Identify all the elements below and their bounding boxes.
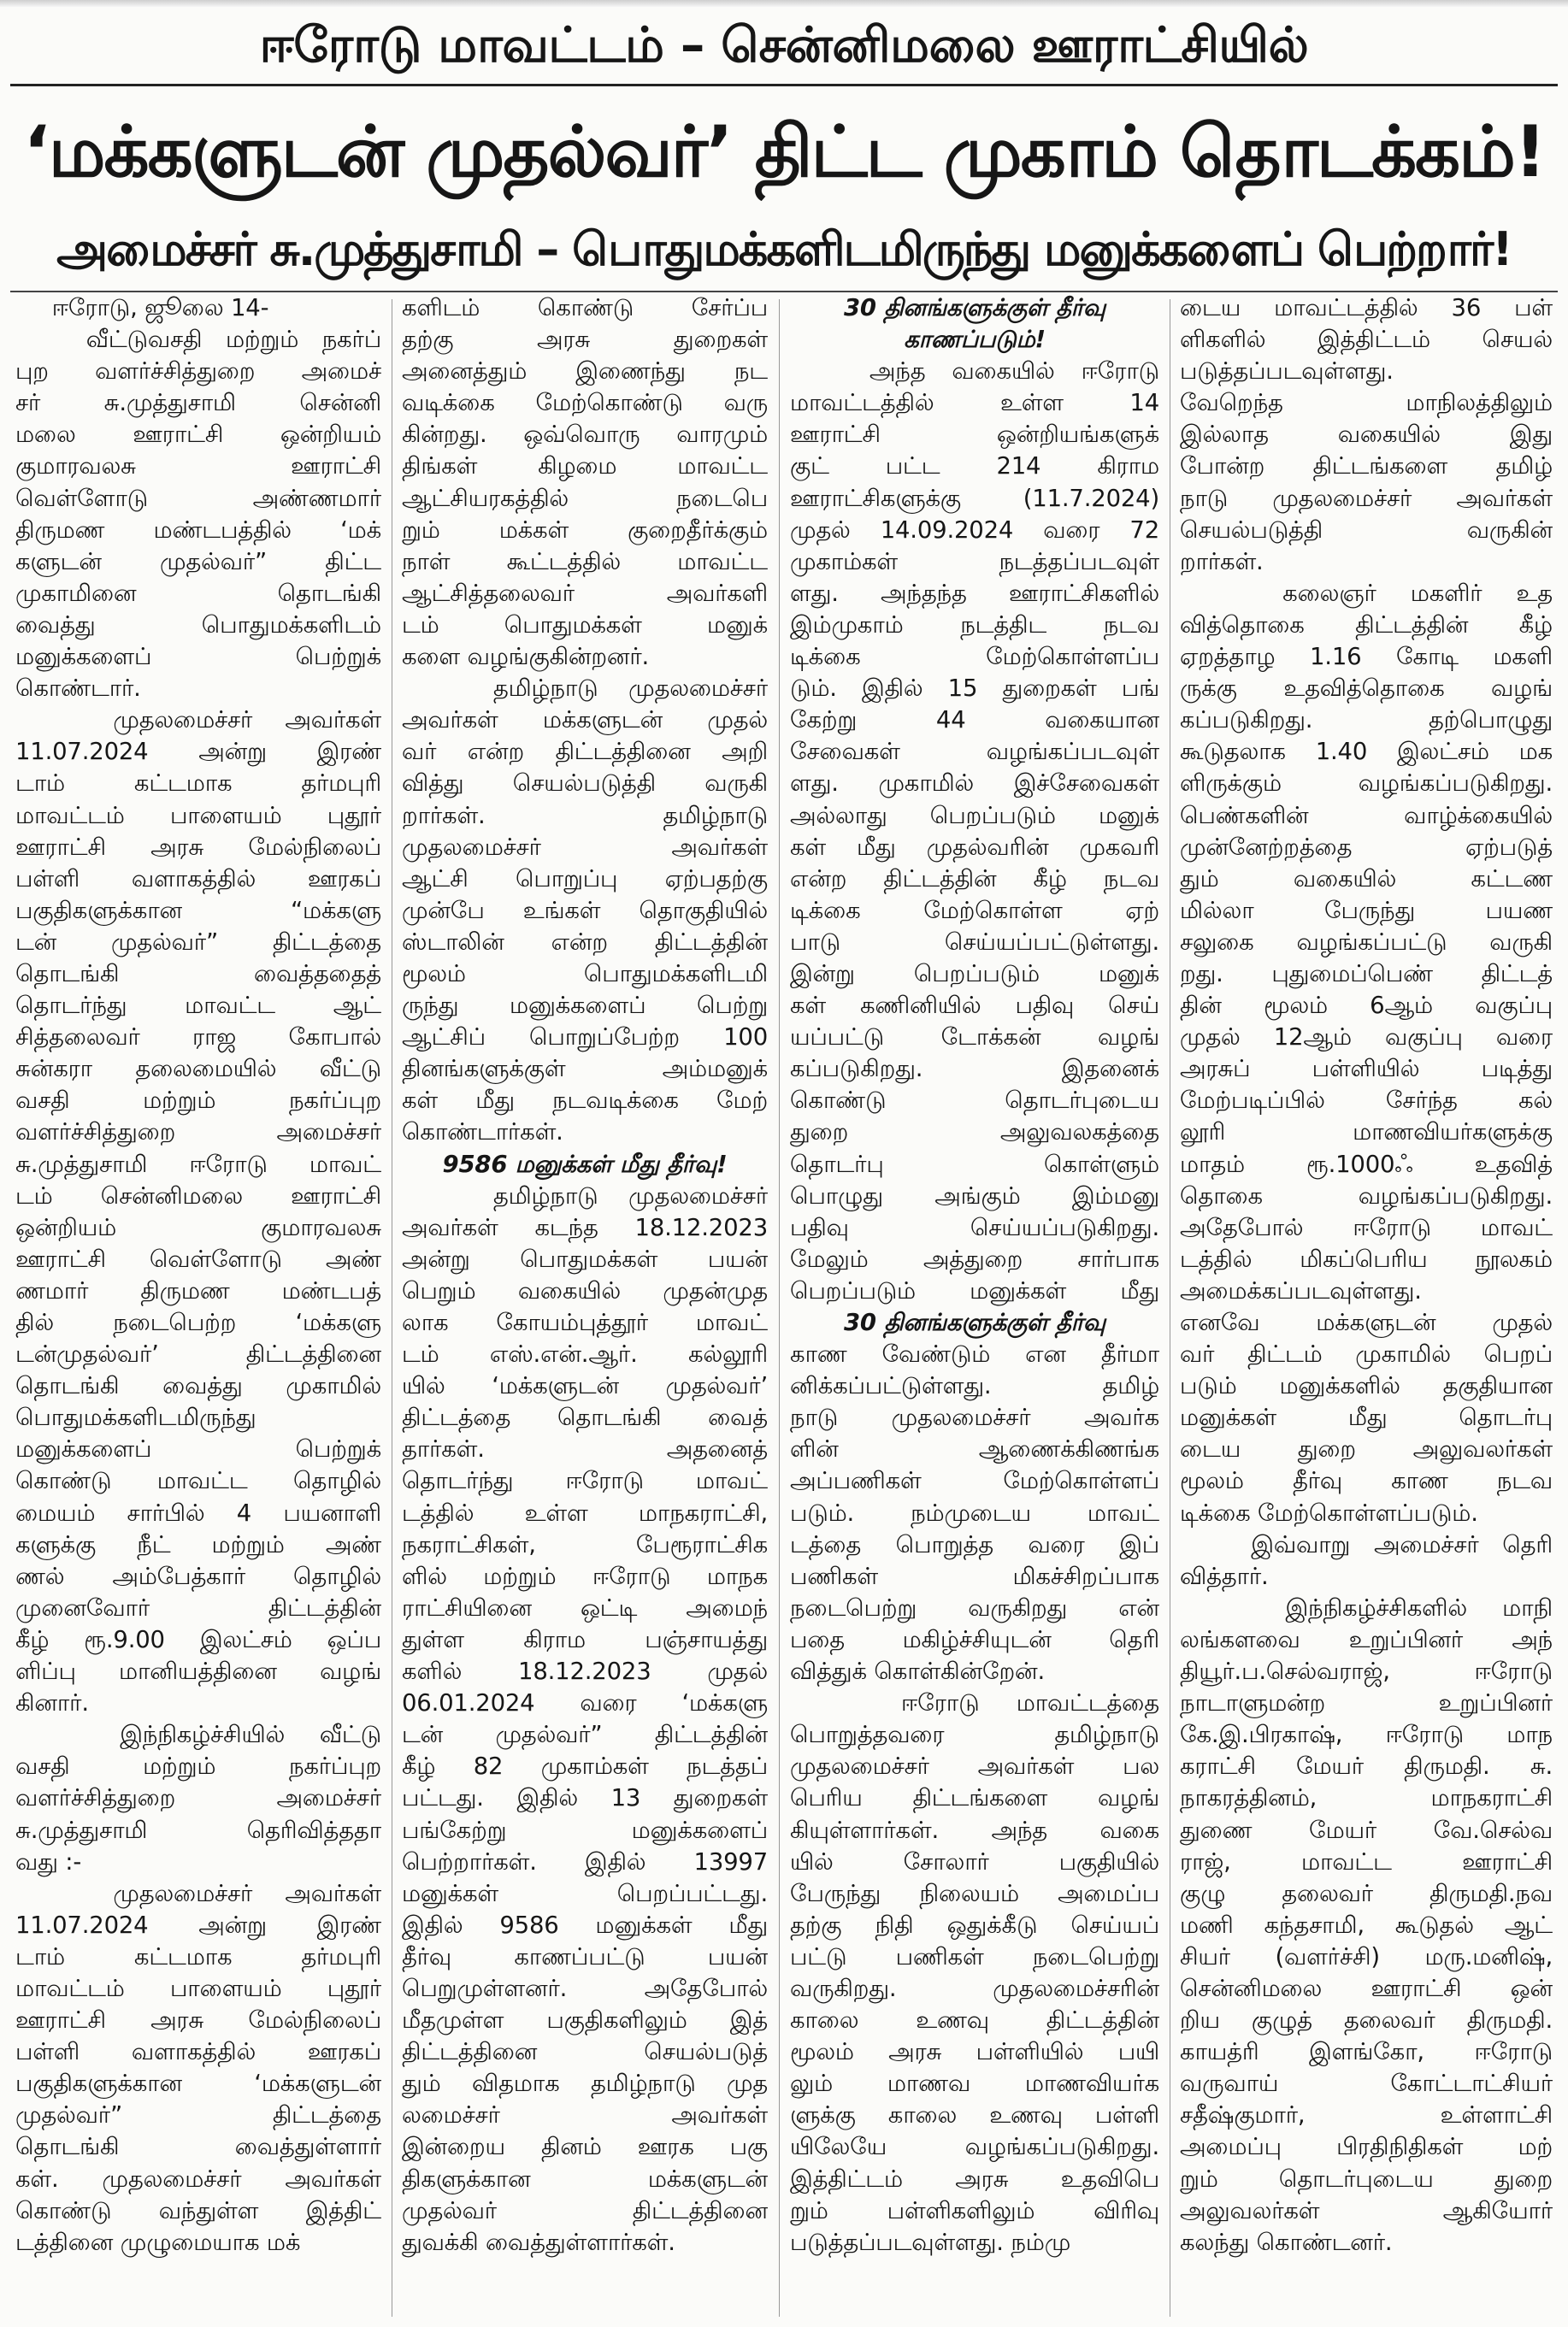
text-line: பள்ளி வளாகத்தில் ஊரகப் xyxy=(15,864,381,893)
text-line: நகராட்சிகள், பேரூராட்சிக xyxy=(402,1530,768,1558)
text-line: களை வழங்குகின்றனர். xyxy=(402,643,650,671)
text-line: முதலமைச்சர் அவர்கள் xyxy=(15,1879,381,1907)
text-line: அப்பணிகள் மேற்கொள்ளப் xyxy=(790,1467,1159,1495)
text-line: பெண்களின் வாழ்க்கையில் xyxy=(1180,801,1553,829)
text-line: னிக்கப்பட்டுள்ளது. தமிழ் xyxy=(790,1372,1159,1400)
article-column-1 xyxy=(15,292,381,2324)
text-line: கொண்டார்கள். xyxy=(402,1118,563,1146)
text-line: மூலம் அரசு பள்ளியில் பயி xyxy=(790,2038,1159,2066)
text-line: இல்லாத வகையில் இது xyxy=(1180,421,1553,449)
text-line: கள் மீது நடவடிக்கை மேற் xyxy=(402,1087,768,1115)
text-line: டத்தினை முழுமையாக மக் xyxy=(15,2228,301,2256)
text-line: ஒன்றியம் குமாரவலசு xyxy=(15,1213,381,1241)
text-line: குமாரவலசு ஊராட்சி xyxy=(15,452,381,480)
text-line: தொகை வழங்கப்படுகிறது. xyxy=(1180,1181,1553,1210)
text-line: ஈரோடு, ஜூலை 14- xyxy=(15,294,269,321)
text-line: காண வேண்டும் என தீர்மா xyxy=(790,1340,1159,1369)
text-line: படுத்தப்படவுள்ளது. நம்மு xyxy=(790,2228,1071,2256)
text-line: வருகிறது. முதலமைச்சரின் xyxy=(790,1974,1159,2002)
text-line: முதலமைச்சர் அவர்கள் xyxy=(402,833,768,861)
text-line: வர் திட்டம் முகாமில் பெறப் xyxy=(1180,1340,1553,1369)
text-line: தும் வகையில் கட்டண xyxy=(1180,864,1553,893)
text-line: ஊராட்சி வெள்ளோடு அண் xyxy=(15,1245,381,1273)
text-line: றும் பள்ளிகளிலும் விரிவு xyxy=(790,2196,1159,2224)
text-line: பதிவு செய்யப்படுகிறது. xyxy=(790,1213,1159,1241)
text-line: ளிருக்கும் வழங்கப்படுகிறது. xyxy=(1180,769,1553,798)
text-line: வடிக்கை மேற்கொண்டு வரு xyxy=(402,389,768,417)
text-line: திட்டத்தினை செயல்படுத் xyxy=(402,2038,768,2066)
text-line: ணல் அம்பேத்கார் தொழில் xyxy=(15,1562,381,1590)
text-line: குட் பட்ட 214 கிராம xyxy=(790,452,1159,480)
text-line: லமைச்சர் அவர்கள் xyxy=(402,2101,768,2130)
text-line: பட்டு பணிகள் நடைபெற்று xyxy=(790,1942,1159,1971)
text-line: என்ற திட்டத்தின் கீழ் நடவ xyxy=(790,864,1159,893)
text-line: பாடு செய்யப்பட்டுள்ளது. xyxy=(790,928,1159,956)
text-line: தற்கு நிதி ஒதுக்கீடு செய்யப் xyxy=(790,1911,1159,1939)
text-line: டும். இதில் 15 துறைகள் பங் xyxy=(790,675,1159,703)
text-line: சலுகை வழங்கப்பட்டு வருகி xyxy=(1180,928,1553,956)
text-line: அலுவலர்கள் ஆகியோர் xyxy=(1180,2196,1553,2224)
text-line: பெற்றார்கள். இதில் 13997 xyxy=(402,1847,768,1876)
text-line: துறை அலுவலகத்தை xyxy=(790,1118,1159,1146)
text-line: முகாம்கள் நடத்தப்படவுள் xyxy=(790,547,1159,575)
text-line: துணை மேயர் வே.செல்வ xyxy=(1180,1816,1553,1844)
text-line: கொண்டார். xyxy=(15,675,141,703)
text-line: சுன்கரா தலைமையில் வீட்டு xyxy=(15,1055,381,1083)
text-line: டன்முதல்வர்’ திட்டத்தினை xyxy=(15,1340,381,1369)
kicker-headline: ஈரோடு மாவட்டம் – சென்னிமலை ஊராட்சியில் xyxy=(259,17,1309,74)
text-line: களுக்கு நீட் மற்றும் அண் xyxy=(15,1530,381,1558)
text-line: பெறப்படும் மனுக்கள் மீது xyxy=(790,1276,1159,1305)
section-subheading: 30 தினங்களுக்குள் தீர்வு xyxy=(843,1309,1106,1336)
text-line: றும் தொடர்புடைய துறை xyxy=(1180,2165,1553,2193)
text-line: முதலமைச்சர் அவர்கள் பல xyxy=(790,1753,1159,1781)
text-line: ளில் மற்றும் ஈரோடு மாநக xyxy=(402,1562,768,1590)
text-line: பெரிய திட்டங்களை வழங் xyxy=(790,1784,1159,1812)
text-line: மாவட்டம் பாளையம் புதூர் xyxy=(15,801,381,829)
text-line: வேறெந்த மாநிலத்திலும் xyxy=(1180,389,1553,417)
text-line: படும் மனுக்களில் தகுதியான xyxy=(1180,1372,1553,1400)
text-line: பொழுது அங்கும் இம்மனு xyxy=(790,1181,1159,1210)
text-line: டிக்கை மேற்கொள்ளப்ப xyxy=(790,643,1159,671)
text-line: மில்லா பேருந்து பயண xyxy=(1180,896,1553,924)
text-line: கள் கணினியில் பதிவு செய் xyxy=(790,992,1159,1020)
text-line: ராஜ், மாவட்ட ஊராட்சி xyxy=(1180,1847,1553,1876)
text-line: சியர் (வளர்ச்சி) மரு.மனிஷ், xyxy=(1180,1942,1553,1971)
text-line: இதில் 9586 மனுக்கள் மீது xyxy=(402,1911,768,1939)
text-line: மூலம் தீர்வு காண நடவ xyxy=(1180,1467,1553,1495)
text-line: அல்லாது பெறப்படும் மனுக் xyxy=(790,801,1159,829)
text-line: சேவைகள் வழங்கப்படவுள் xyxy=(790,738,1159,766)
text-line: சதீஷ்குமார், உள்ளாட்சி xyxy=(1180,2101,1553,2130)
text-line: களிடம் கொண்டு சேர்ப்ப xyxy=(402,294,768,321)
text-line: முதல்வர்” திட்டத்தை xyxy=(15,2101,381,2130)
text-line: தொடர்ந்து ஈரோடு மாவட் xyxy=(402,1467,768,1495)
text-line: வளர்ச்சித்துறை அமைச்சர் xyxy=(15,1118,381,1146)
text-line: லாக கோயம்புத்தூர் மாவட் xyxy=(402,1309,768,1336)
text-line: வது :- xyxy=(15,1847,82,1876)
text-line: லும் மாணவ மாணவியர்க xyxy=(790,2070,1159,2098)
text-line: ளது. அந்தந்த ஊராட்சிகளில் xyxy=(790,579,1159,607)
text-line: மனுக்களைப் பெற்றுக் xyxy=(15,1435,381,1464)
text-line: லங்களவை உறுப்பினர் அந் xyxy=(1180,1625,1553,1653)
text-line: நடைபெற்று வருகிறது என் xyxy=(790,1594,1159,1622)
text-line: தீர்வு காணப்பட்டு பயன் xyxy=(402,1942,768,1971)
text-line: ஸ்டாலின் என்ற திட்டத்தின் xyxy=(402,928,768,956)
text-line: கப்படுகிறது. தற்பொழுது xyxy=(1180,706,1553,734)
text-line: டிக்கை மேற்கொள்ள ஏற் xyxy=(790,896,1159,924)
text-line: கலந்து கொண்டனர். xyxy=(1180,2228,1393,2256)
text-line: டைய துறை அலுவலர்கள் xyxy=(1180,1435,1553,1464)
text-line: கினார். xyxy=(15,1689,89,1717)
text-line: யில் சோலார் பகுதியில் xyxy=(790,1847,1159,1876)
text-line: இவ்வாறு அமைச்சர் தெரி xyxy=(1180,1530,1553,1558)
text-line: மனுக்கள் பெறப்பட்டது. xyxy=(402,1879,768,1907)
text-line: முனைவோர் திட்டத்தின் xyxy=(15,1594,381,1622)
text-line: ளுக்கு காலை உணவு பள்ளி xyxy=(790,2101,1159,2130)
text-line: டத்தை பொறுத்த வரை இப் xyxy=(790,1530,1159,1558)
text-line: ஊராட்சி அரசு மேல்நிலைப் xyxy=(15,833,381,861)
text-line: முகாமினை தொடங்கி xyxy=(15,579,381,607)
text-line: துவக்கி வைத்துள்ளார்கள். xyxy=(402,2228,675,2256)
text-line: முன்னேற்றத்தை ஏற்படுத் xyxy=(1180,833,1553,861)
text-line: அந்த வகையில் ஈரோடு xyxy=(790,357,1159,386)
text-line: ஆட்சி பொறுப்பு ஏற்பதற்கு xyxy=(402,864,768,893)
text-line: குழு தலைவர் திருமதி.நவ xyxy=(1180,1879,1553,1907)
text-line: மாதம் ரூ.1000ஃ உதவித் xyxy=(1180,1150,1553,1178)
text-line: மீதமுள்ள பகுதிகளிலும் இத் xyxy=(402,2006,768,2035)
text-line: யில் ‘மக்களுடன் முதல்வர்’ xyxy=(402,1372,768,1400)
text-line: டம் சென்னிமலை ஊராட்சி xyxy=(15,1181,381,1210)
text-line: வித்தார். xyxy=(1180,1562,1269,1590)
text-line: இம்முகாம் நடத்திட நடவ xyxy=(790,610,1159,639)
text-line: கியுள்ளார்கள். அந்த வகை xyxy=(790,1816,1159,1844)
text-line: யப்பட்டு டோக்கன் வழங் xyxy=(790,1023,1159,1052)
text-line: கேற்று 44 வகையான xyxy=(790,706,1159,734)
text-line: டன் முதல்வர்” திட்டத்தை xyxy=(15,928,381,956)
text-line: வசதி மற்றும் நகர்ப்புற xyxy=(15,1753,381,1781)
text-line: வருவாய் கோட்டாட்சியர் xyxy=(1180,2070,1553,2098)
section-subheading: காணப்படும்! xyxy=(904,326,1046,354)
text-line: டத்தில் மிகப்பெரிய நூலகம் xyxy=(1180,1245,1553,1273)
text-line: 11.07.2024 அன்று இரண் xyxy=(15,738,381,766)
text-line: மூலம் பொதுமக்களிடமி xyxy=(402,959,768,987)
article-column-4 xyxy=(1180,292,1553,2324)
text-line: மேலும் அத்துறை சார்பாக xyxy=(790,1245,1159,1273)
text-line: ருந்து மனுக்களைப் பெற்று xyxy=(402,992,768,1020)
text-line: தியூர்.ப.செல்வராஜ், ஈரோடு xyxy=(1180,1658,1553,1686)
text-line: நாடாளுமன்ற உறுப்பினர் xyxy=(1180,1689,1553,1717)
text-line: பள்ளி வளாகத்தில் ஊரகப் xyxy=(15,2038,381,2066)
text-line: பட்டது. இதில் 13 துறைகள் xyxy=(402,1784,768,1812)
text-line: அனைத்தும் இணைந்து நட xyxy=(402,357,768,386)
text-line: பெறுமுள்ளனர். அதேபோல் xyxy=(402,1974,768,2002)
sub-headline: அமைச்சர் சு.முத்துசாமி – பொதுமக்களிடமிருந்து மனுக்களைப் பெற்றார்! xyxy=(56,222,1512,276)
column-divider xyxy=(779,299,780,2317)
text-line: களில் 18.12.2023 முதல் xyxy=(402,1658,768,1686)
text-line: 11.07.2024 அன்று இரண் xyxy=(15,1911,381,1939)
text-line: டத்தில் உள்ள மாநகராட்சி, xyxy=(402,1499,768,1527)
text-line: றிய குழுத் தலைவர் திருமதி. xyxy=(1180,2006,1553,2035)
text-line: புற வளர்ச்சித்துறை அமைச் xyxy=(15,357,381,386)
text-line: பகுதிகளுக்கான ‘மக்களுடன் xyxy=(15,2070,381,2098)
text-line: பணிகள் மிகச்சிறப்பாக xyxy=(790,1562,1159,1590)
text-line: திகளுக்கான மக்களுடன் xyxy=(402,2165,768,2193)
text-line: கலைஞர் மகளிர் உத xyxy=(1180,579,1553,607)
text-line: தார்கள். அதனைத் xyxy=(402,1435,768,1464)
top-edge-strip xyxy=(0,0,1568,7)
text-line: 06.01.2024 வரை ‘மக்களு xyxy=(402,1689,768,1717)
article-column-3 xyxy=(790,292,1159,2324)
text-line: கொண்டு மாவட்ட தொழில் xyxy=(15,1467,381,1495)
text-line: சு.முத்துசாமி ஈரோடு மாவட் xyxy=(15,1150,381,1178)
text-line: படுத்தப்படவுள்ளது. xyxy=(1180,357,1394,386)
text-line: இத்திட்டம் அரசு உதவிபெ xyxy=(790,2165,1159,2193)
text-line: பொறுத்தவரை தமிழ்நாடு xyxy=(790,1721,1159,1749)
text-line: கீழ் ரூ.9.00 இலட்சம் ஒப்ப xyxy=(15,1625,381,1653)
text-line: கள். முதலமைச்சர் அவர்கள் xyxy=(15,2165,381,2193)
text-line: தொடர்பு கொள்ளும் xyxy=(790,1150,1159,1178)
text-line: சர் சு.முத்துசாமி சென்னி xyxy=(15,389,381,417)
text-line: வீட்டுவசதி மற்றும் நகர்ப் xyxy=(15,326,381,354)
text-line: காயத்ரி இளங்கோ, ஈரோடு xyxy=(1180,2038,1553,2066)
text-line: ஆட்சியரகத்தில் நடைபெ xyxy=(402,484,768,512)
text-line: தில் நடைபெற்ற ‘மக்களு xyxy=(15,1309,381,1336)
article-column-2 xyxy=(402,292,768,2324)
text-line: சென்னிமலை ஊராட்சி ஒன் xyxy=(1180,1974,1553,2002)
main-headline: ‘மக்களுடன் முதல்வர்’ திட்ட முகாம் தொடக்கம்! xyxy=(23,110,1545,193)
text-line: வித்துக் கொள்கின்றேன். xyxy=(790,1658,1046,1686)
text-line: ளது. முகாமில் இச்சேவைகள் xyxy=(790,769,1159,798)
text-line: தொடங்கி வைத்துள்ளார் xyxy=(15,2133,381,2161)
text-line: இந்நிகழ்ச்சியில் வீட்டு xyxy=(15,1721,381,1749)
text-line: ஆட்சிப் பொறுப்பேற்ற 100 xyxy=(402,1023,768,1052)
text-line: கராட்சி மேயர் திருமதி. சு. xyxy=(1180,1753,1553,1781)
text-line: நாள் கூட்டத்தில் மாவட்ட xyxy=(402,547,768,575)
text-line: முதலமைச்சர் அவர்கள் xyxy=(15,706,381,734)
text-line: செயல்படுத்தி வருகின் xyxy=(1180,515,1553,544)
text-line: தொடர்ந்து மாவட்ட ஆட் xyxy=(15,992,381,1020)
text-line: றார்கள். தமிழ்நாடு xyxy=(402,801,768,829)
text-line: கே.இ.பிரகாஷ், ஈரோடு மாந xyxy=(1180,1721,1553,1749)
text-line: பங்கேற்று மனுக்களைப் xyxy=(402,1816,768,1844)
text-line: வைத்து பொதுமக்களிடம் xyxy=(15,610,381,639)
text-line: இன்றைய தினம் ஊரக பகு xyxy=(402,2133,768,2161)
text-line: அமைக்கப்படவுள்ளது. xyxy=(1180,1276,1422,1305)
text-line: கள் மீது முதல்வரின் முகவரி xyxy=(790,833,1159,861)
text-line: யிலேயே வழங்கப்படுகிறது. xyxy=(790,2133,1159,2161)
text-line: ஈரோடு மாவட்டத்தை xyxy=(790,1689,1159,1717)
text-line: ஊராட்சி ஒன்றியங்களுக் xyxy=(790,421,1159,449)
text-line: மணி கந்தசாமி, கூடுதல் ஆட் xyxy=(1180,1911,1553,1939)
text-line: கீழ் 82 முகாம்கள் நடத்தப் xyxy=(402,1753,768,1781)
text-line: தமிழ்நாடு முதலமைச்சர் xyxy=(402,675,768,703)
text-line: றும் மக்கள் குறைதீர்க்கும் xyxy=(402,515,768,544)
text-line: ஊராட்சி அரசு மேல்நிலைப் xyxy=(15,2006,381,2035)
text-line: லூரி மாணவியர்களுக்கு xyxy=(1180,1118,1553,1146)
text-line: பகுதிகளுக்கான “மக்களு xyxy=(15,896,381,924)
text-line: திங்கள் கிழமை மாவட்ட xyxy=(402,452,768,480)
text-line: மாவட்டத்தில் உள்ள 14 xyxy=(790,389,1159,417)
text-line: சித்தலைவர் ராஜ கோபால் xyxy=(15,1023,381,1052)
text-line: அரசுப் பள்ளியில் படித்து xyxy=(1180,1055,1553,1083)
text-line: டாம் கட்டமாக தர்மபுரி xyxy=(15,1942,381,1971)
text-line: டம் எஸ்.என்.ஆர். கல்லூரி xyxy=(402,1340,768,1369)
text-line: வெள்ளோடு அண்ணமார் xyxy=(15,484,381,512)
text-line: அதேபோல் ஈரோடு மாவட் xyxy=(1180,1213,1553,1241)
text-line: டிக்கை மேற்கொள்ளப்படும். xyxy=(1180,1499,1478,1527)
text-line: மையம் சார்பில் 4 பயனாளி xyxy=(15,1499,381,1527)
text-line: ஊராட்சிகளுக்கு (11.7.2024) xyxy=(790,484,1159,512)
text-line: தும் விதமாக தமிழ்நாடு முத xyxy=(402,2070,768,2098)
section-subheading: 9586 மனுக்கள் மீது தீர்வு! xyxy=(442,1150,728,1178)
text-line: ஆட்சித்தலைவர் அவர்களி xyxy=(402,579,768,607)
text-line: துள்ள கிராம பஞ்சாயத்து xyxy=(402,1625,768,1653)
text-line: இன்று பெறப்படும் மனுக் xyxy=(790,959,1159,987)
text-line: போன்ற திட்டங்களை தமிழ் xyxy=(1180,452,1553,480)
text-line: ணமார் திருமண மண்டபத் xyxy=(15,1276,381,1305)
text-line: தின் மூலம் 6ஆம் வகுப்பு xyxy=(1180,992,1553,1020)
text-line: கொண்டு வந்துள்ள இத்திட் xyxy=(15,2196,381,2224)
text-line: காலை உணவு திட்டத்தின் xyxy=(790,2006,1159,2035)
text-line: திட்டத்தை தொடங்கி வைத் xyxy=(402,1404,768,1432)
text-line: சு.முத்துசாமி தெரிவித்ததா xyxy=(15,1816,381,1844)
text-line: டைய மாவட்டத்தில் 36 பள் xyxy=(1180,294,1553,321)
section-subheading: 30 தினங்களுக்குள் தீர்வு xyxy=(843,294,1106,321)
text-line: றார்கள். xyxy=(1180,547,1264,575)
text-line: படும். நம்முடைய மாவட் xyxy=(790,1499,1159,1527)
text-line: அன்று பொதுமக்கள் பயன் xyxy=(402,1245,768,1273)
text-line: கொண்டு தொடர்புடைய xyxy=(790,1087,1159,1115)
text-line: பொதுமக்களிடமிருந்து xyxy=(15,1404,256,1432)
text-line: தற்கு அரசு துறைகள் xyxy=(402,326,768,354)
text-line: டம் பொதுமக்கள் மனுக் xyxy=(402,610,768,639)
text-line: கூடுதலாக 1.40 இலட்சம் மக xyxy=(1180,738,1553,766)
text-line: நாகரத்தினம், மாநகராட்சி xyxy=(1180,1784,1553,1812)
text-line: முதல் 14.09.2024 வரை 72 xyxy=(790,515,1159,544)
text-line: முதல்வர் திட்டத்தினை xyxy=(402,2196,768,2224)
text-line: அவர்கள் மக்களுடன் முதல் xyxy=(402,706,768,734)
text-line: முதல் 12ஆம் வகுப்பு வரை xyxy=(1180,1023,1553,1052)
text-line: ளிப்பு மானியத்தினை வழங் xyxy=(15,1658,381,1686)
text-line: அமைப்பு பிரதிநிதிகள் மற் xyxy=(1180,2133,1553,2161)
text-line: நாடு முதலமைச்சர் அவர்கள் xyxy=(1180,484,1553,512)
text-line: ஏறத்தாழ 1.16 கோடி மகளி xyxy=(1180,643,1553,671)
text-line: எனவே மக்களுடன் முதல் xyxy=(1180,1309,1553,1336)
text-line: ருக்கு உதவித்தொகை வழங் xyxy=(1180,675,1553,703)
text-line: முன்பே உங்கள் தொகுதியில் xyxy=(402,896,768,924)
text-line: தொடங்கி வைத்து முகாமில் xyxy=(15,1372,381,1400)
text-line: வித்தொகை திட்டத்தின் கீழ் xyxy=(1180,610,1553,639)
text-line: வசதி மற்றும் நகர்ப்புற xyxy=(15,1087,381,1115)
text-line: தினங்களுக்குள் அம்மனுக் xyxy=(402,1055,768,1083)
text-line: திருமண மண்டபத்தில் ‘மக் xyxy=(15,515,381,544)
text-line: தமிழ்நாடு முதலமைச்சர் xyxy=(402,1181,768,1210)
text-line: தொடங்கி வைத்ததைத் xyxy=(15,959,381,987)
text-line: மலை ஊராட்சி ஒன்றியம் xyxy=(15,421,381,449)
text-line: பதை மகிழ்ச்சியுடன் தெரி xyxy=(790,1625,1159,1653)
text-line: ளின் ஆணைக்கிணங்க xyxy=(790,1435,1159,1464)
text-line: மாவட்டம் பாளையம் புதூர் xyxy=(15,1974,381,2002)
text-line: ராட்சியினை ஒட்டி அமைந் xyxy=(402,1594,768,1622)
text-line: இந்நிகழ்ச்சிகளில் மாநி xyxy=(1180,1594,1553,1622)
text-line: அவர்கள் கடந்த 18.12.2023 xyxy=(402,1213,768,1241)
text-line: டன் முதல்வர்” திட்டத்தின் xyxy=(402,1721,768,1749)
text-line: கின்றது. ஒவ்வொரு வாரமும் xyxy=(402,421,768,449)
text-line: பெறும் வகையில் முதன்முத xyxy=(402,1276,768,1305)
header-rule xyxy=(10,84,1558,86)
text-line: கப்படுகிறது. இதனைக் xyxy=(790,1055,1159,1083)
text-line: வர் என்ற திட்டத்தினை அறி xyxy=(402,738,768,766)
text-line: ளிகளில் இத்திட்டம் செயல் xyxy=(1180,326,1553,354)
text-line: வித்து செயல்படுத்தி வருகி xyxy=(402,769,768,798)
text-line: வளர்ச்சித்துறை அமைச்சர் xyxy=(15,1784,381,1812)
text-line: மனுக்கள் மீது தொடர்பு xyxy=(1180,1404,1553,1432)
text-line: றது. புதுமைப்பெண் திட்டத் xyxy=(1180,959,1553,987)
text-line: நாடு முதலமைச்சர் அவர்க xyxy=(790,1404,1159,1432)
text-line: டாம் கட்டமாக தர்மபுரி xyxy=(15,769,381,798)
text-line: மனுக்களைப் பெற்றுக் xyxy=(15,643,381,671)
text-line: மேற்படிப்பில் சேர்ந்த கல் xyxy=(1180,1087,1553,1115)
text-line: பேருந்து நிலையம் அமைப்ப xyxy=(790,1879,1159,1907)
text-line: களுடன் முதல்வர்” திட்ட xyxy=(15,547,381,575)
